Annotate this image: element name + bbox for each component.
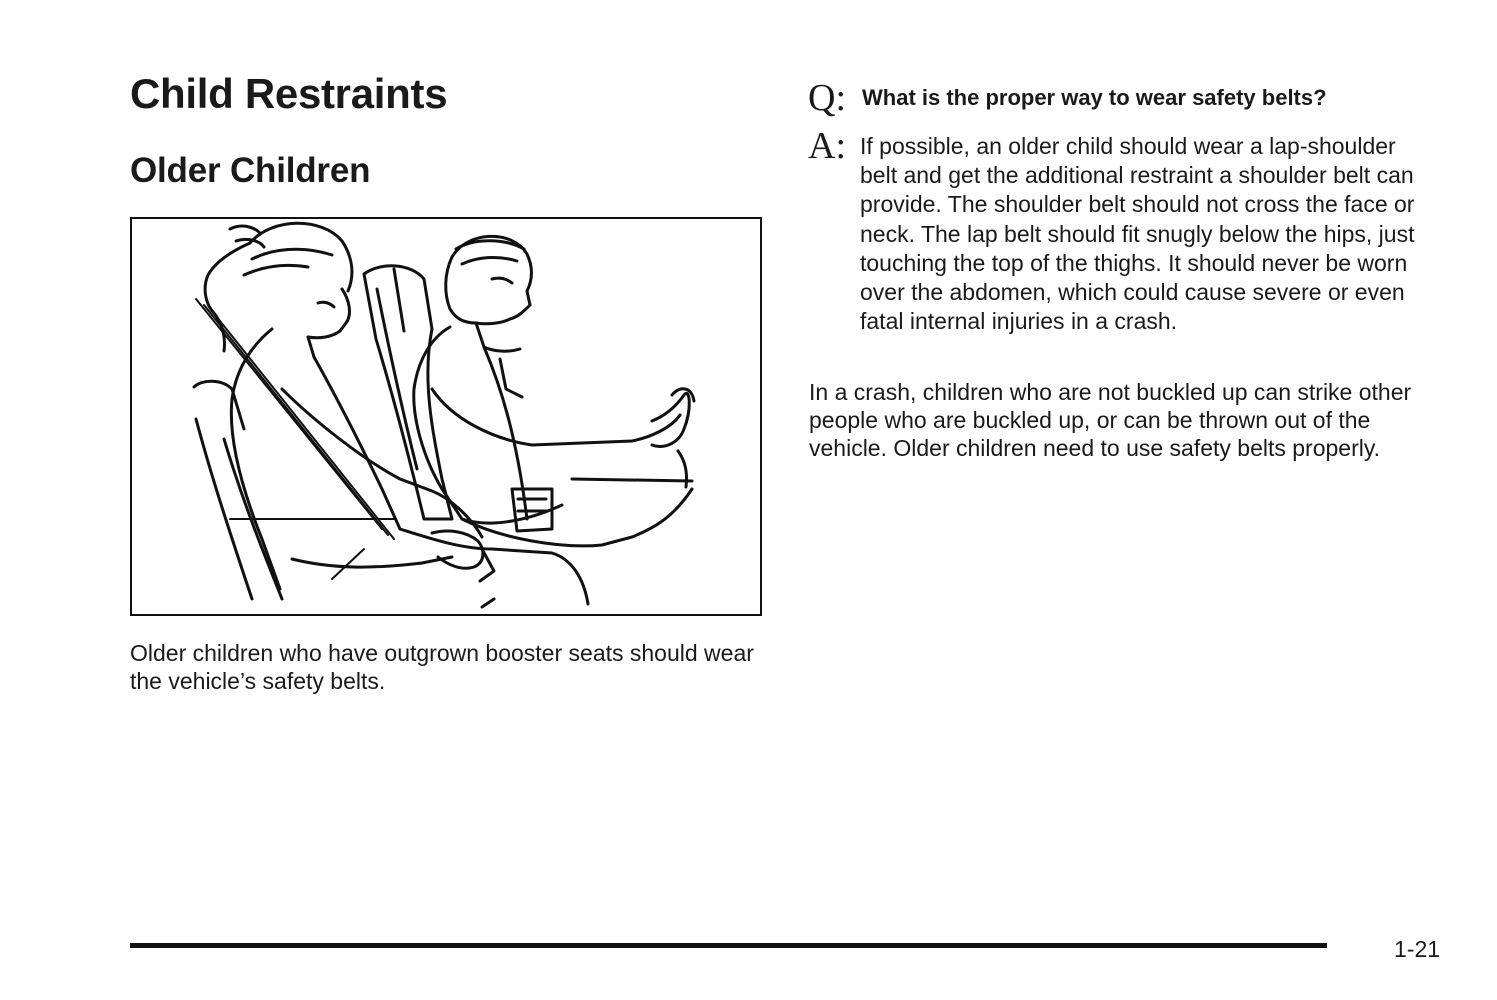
driver-figure [414, 236, 694, 546]
footer-rule [130, 943, 1327, 948]
figure-caption: Older children who have outgrown booster seats should wear the vehicle’s safety belts. [130, 640, 754, 694]
page-number: 1-21 [1394, 936, 1441, 962]
section-title: Child Restraints [130, 70, 448, 117]
child-seat [194, 381, 282, 599]
question-text: What is the proper way to wear safety belts? [862, 85, 1327, 110]
answer-text: If possible, an older child should wear a lap-shoulder belt and get the additional restraint a shoulder belt can provide. The shoulder belt should not cross the face or neck. The lap belt should fit snugly below the hips, just touching the top of the thighs. It should never be worn over the abdomen, which could cause severe or even fatal internal injuries in a crash. [860, 133, 1415, 335]
illustration-older-child-seatbelt [130, 217, 762, 616]
body-paragraph: In a crash, children who are not buckled up can strike other people who are buckled up, or can be thrown out of the vehicle. Older children need to use safety belts properly. [809, 379, 1412, 461]
answer-label: A: [808, 125, 846, 167]
question-label: Q: [808, 77, 846, 119]
subsection-title: Older Children [130, 151, 371, 190]
